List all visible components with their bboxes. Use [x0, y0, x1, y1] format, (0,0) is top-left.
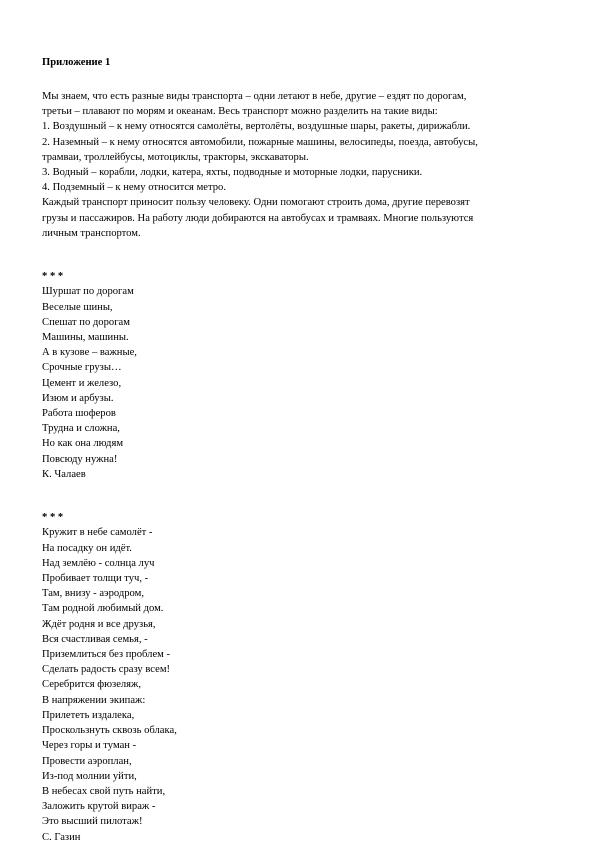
poem-cars-lines — [42, 284, 555, 482]
poem-line: Изюм и арбузы. — [42, 392, 114, 404]
poem-line: Работа шоферов — [42, 408, 116, 420]
poem-line: Веселые шины, — [42, 301, 113, 313]
intro-line: Мы знаем, что есть разные виды транспорта – одни летают в небе, другие – ездят по дорогам, — [42, 91, 467, 102]
poem-line: Приземлиться без проблем - — [42, 649, 171, 661]
intro-text — [42, 89, 555, 241]
poem-line: К. Чалаев — [42, 468, 86, 480]
appendix-heading: Приложение 1 — [42, 57, 111, 68]
poem-line: Кружит в небе самолёт - — [42, 527, 153, 539]
blank-line — [42, 241, 555, 256]
intro-line: личным транспортом. — [42, 227, 141, 239]
poem-line: Повсюду нужна! — [42, 453, 118, 465]
poem-cars — [42, 269, 555, 482]
poem-line: Провести аэроплан, — [42, 755, 132, 767]
poem-line: Цемент и железо, — [42, 377, 122, 389]
poem-line: Спешат по дорогам — [42, 316, 130, 328]
intro-line: 3. Водный – корабли, лодки, катера, яхты, подводные и моторные лодки, парусники. — [42, 167, 423, 179]
poem-line: Вся счастливая семья, - — [42, 633, 148, 645]
poem-line: Через горы и туман - — [42, 740, 137, 752]
poem-line: Прилететь издалека, — [42, 709, 135, 721]
poem-line: А в кузове – важные, — [42, 347, 137, 359]
poem-separator: * * * — [42, 271, 64, 283]
poem-line: Из-под молнии уйти, — [42, 770, 137, 782]
poem-airplane — [42, 510, 555, 844]
intro-line: 1. Воздушный – к нему относятся самолёты, вертолёты, воздушные шары, ракеты, дирижабли. — [42, 121, 471, 133]
poem-line: Шуршат по дорогам — [42, 286, 134, 298]
poem-line: Это высший пилотаж! — [42, 816, 143, 828]
intro-line: грузы и пассажиров. На работу люди добираются на автобусах и трамваях. Многие пользуются — [42, 212, 474, 224]
poem-line: Проскользнуть сквозь облака, — [42, 725, 177, 737]
poem-separator: * * * — [42, 512, 64, 524]
poem-line: Над землёю - солнца луч — [42, 557, 155, 569]
poem-line: С. Газин — [42, 831, 81, 843]
intro-line: 4. Подземный – к нему относится метро. — [42, 182, 226, 194]
poem-line: Трудна и сложна, — [42, 423, 120, 435]
poem-line: Пробивает толщи туч, - — [42, 573, 149, 585]
poem-line: Там, внизу - аэродром, — [42, 588, 145, 600]
intro-line: Каждый транспорт приносит пользу человеку. Одни помогают строить дома, другие перевозят — [42, 197, 470, 209]
blank-line — [42, 482, 555, 497]
poem-line: Там родной любимый дом. — [42, 603, 164, 615]
poem-line: Сделать радость сразу всем! — [42, 664, 171, 676]
intro-line: третьи – плавают по морям и океанам. Весь транспорт можно разделить на такие виды: — [42, 106, 438, 118]
poem-line: Серебрится фюзеляж, — [42, 679, 142, 691]
poem-line: Заложить крутой вираж - — [42, 801, 156, 813]
poem-line: Но как она людям — [42, 438, 124, 450]
poem-line: В небесах свой путь найти, — [42, 785, 166, 797]
poem-line: Срочные грузы… — [42, 362, 122, 374]
poem-line: Ждёт родня и все друзья, — [42, 618, 156, 630]
poem-line: Машины, машины. — [42, 332, 129, 344]
poem-line: В напряжении экипаж: — [42, 694, 146, 706]
intro-line: 2. Наземный – к нему относятся автомобили, пожарные машины, велосипеды, поезда, автобусы, — [42, 136, 478, 148]
intro-line: трамваи, троллейбусы, мотоциклы, тракторы, экскаваторы. — [42, 151, 309, 163]
poem-line: На посадку он идёт. — [42, 542, 132, 554]
poem-airplane-lines — [42, 525, 555, 844]
